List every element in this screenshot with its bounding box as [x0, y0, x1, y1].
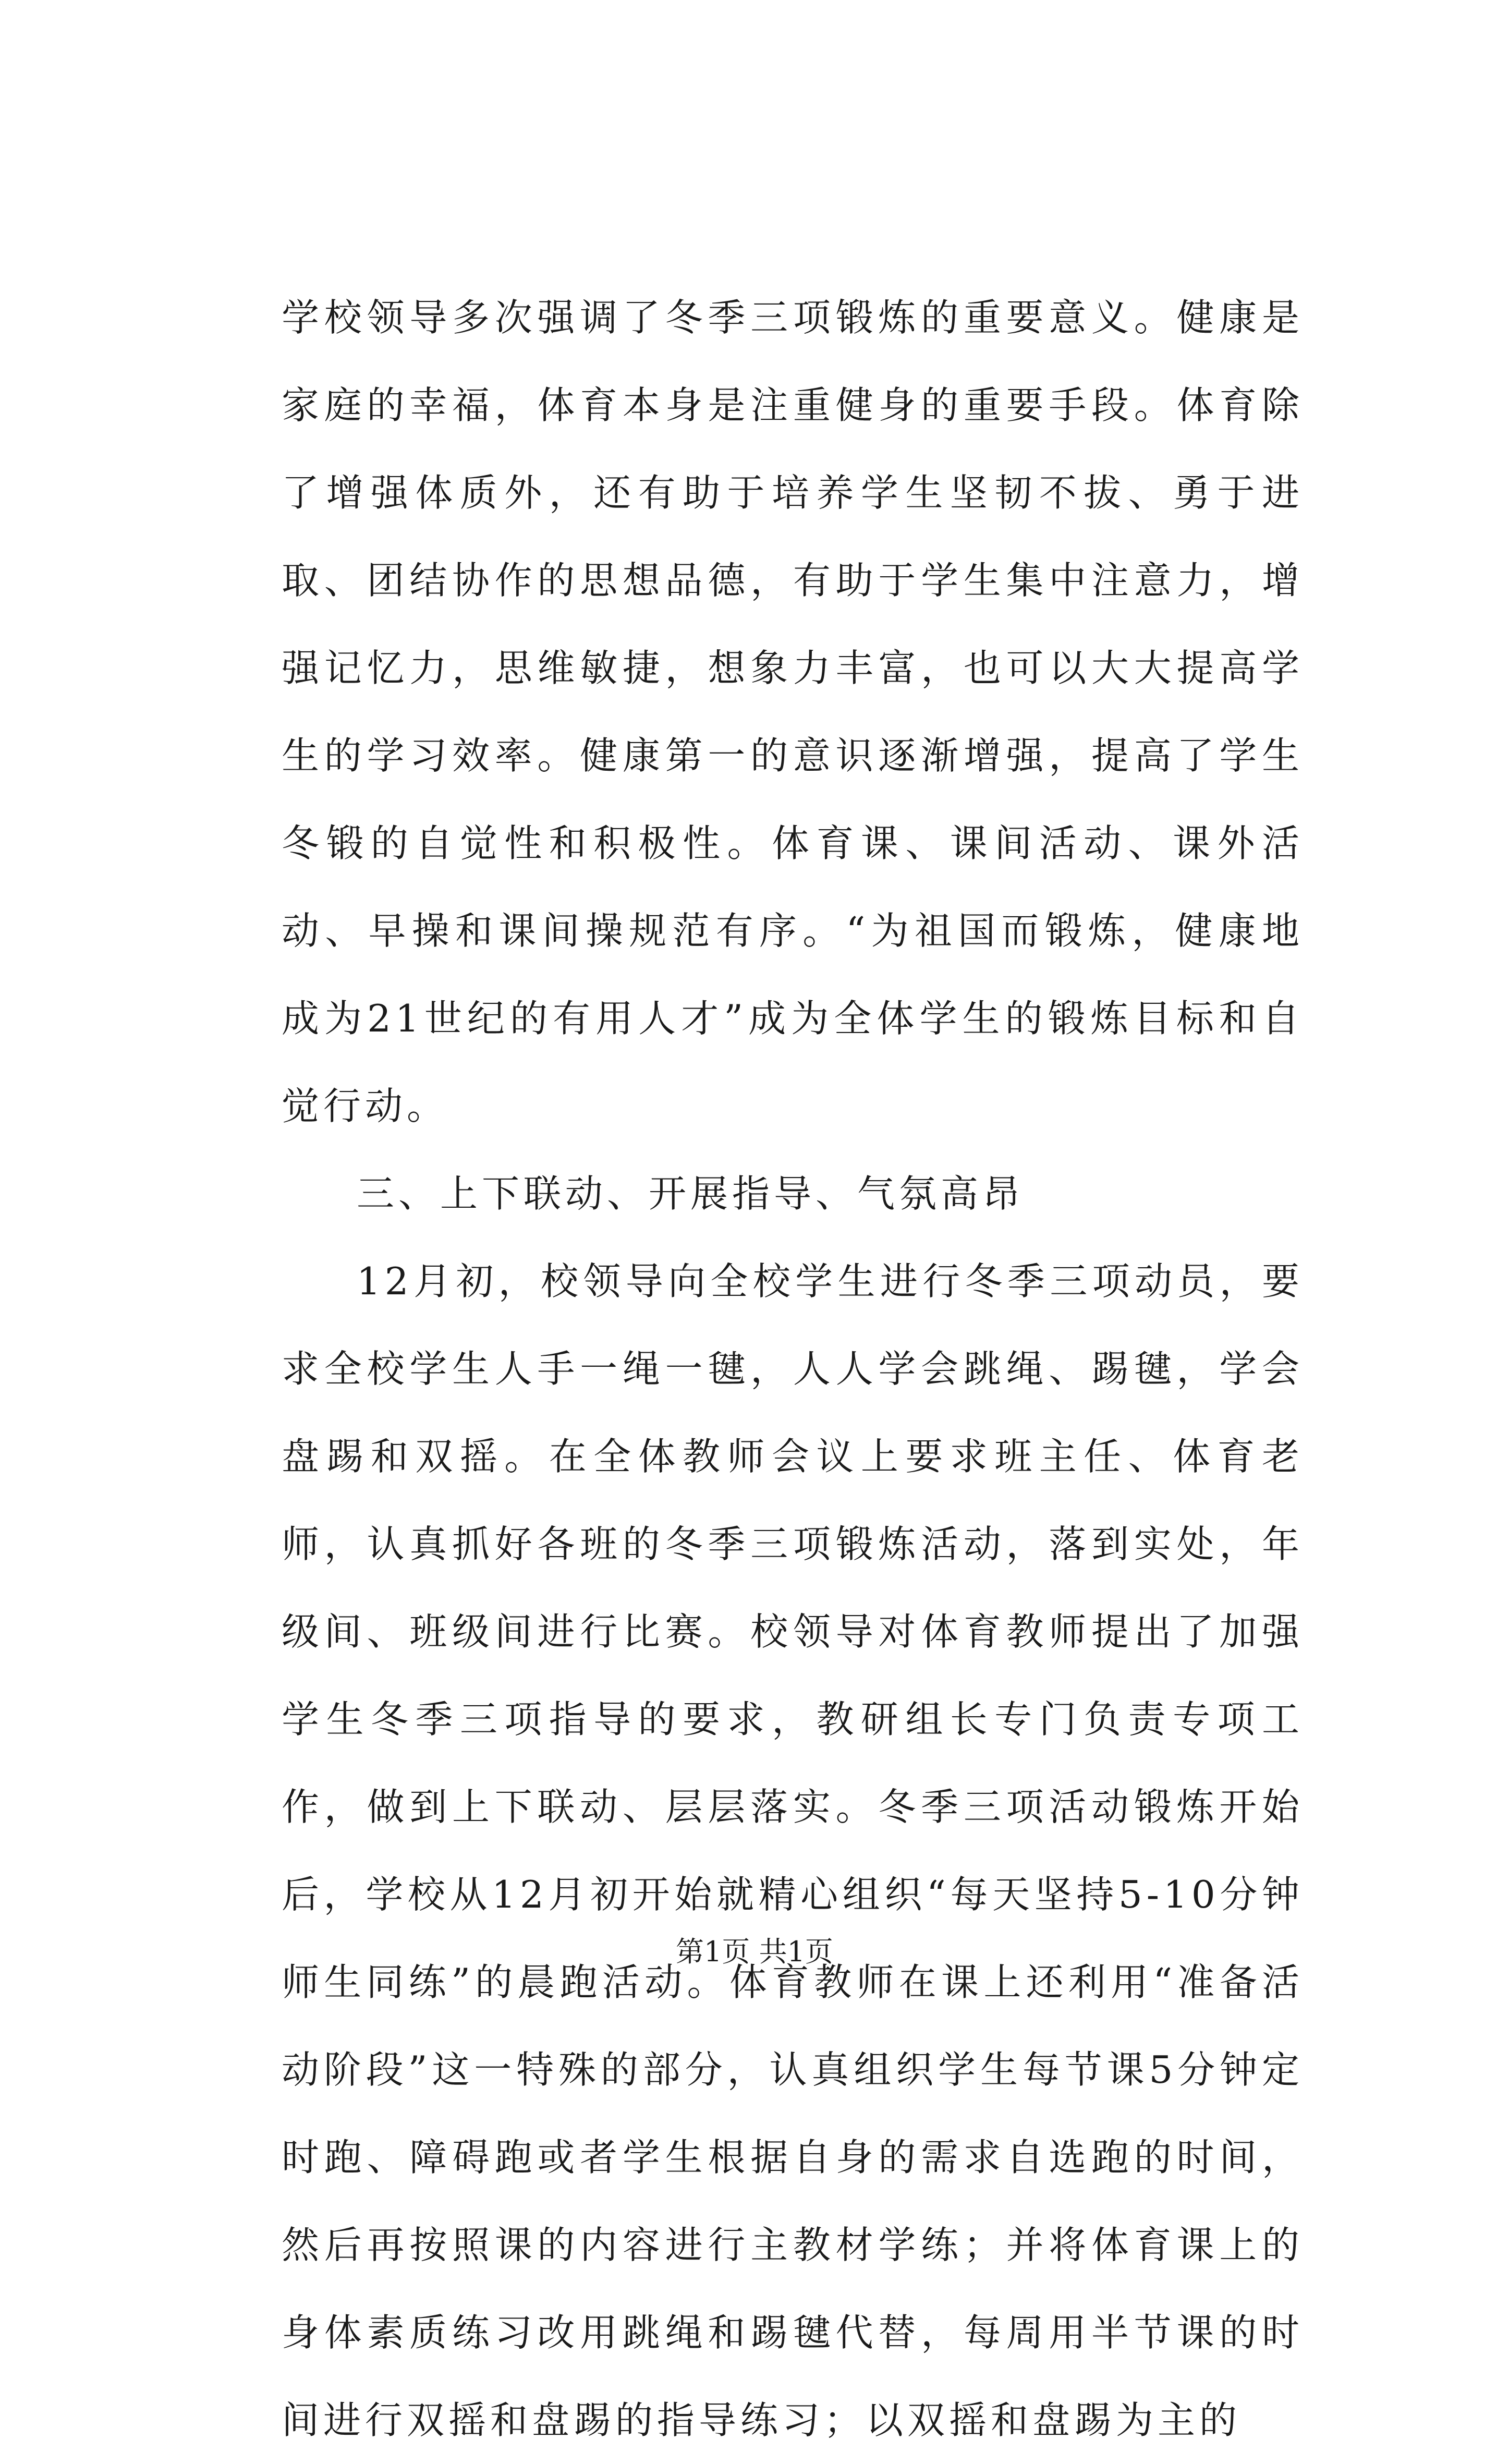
section-heading-3: 三、上下联动、开展指导、气氛高昂	[357, 1172, 1025, 1216]
page-footer: 第1页 共1页	[676, 1935, 833, 1968]
document-body	[282, 274, 1304, 2464]
paragraph-importance: 学校领导多次强调了冬季三项锻炼的重要意义。健康是家庭的幸福，体育本身是注重健身的重要手段。体育除了增强体质外，还有助于培养学生坚韧不拔、勇于进取、团结协作的思想品德，有助于学生集中注意力，增强记忆力，思维敏捷，想象力丰富，也可以大大提高学生的学习效率。健康第一的意识逐渐增强，提高了学生冬锻的自觉性和积极性。体育课、课间活动、课外活动、早操和课间操规范有序。“为祖国而锻炼，健康地成为21世纪的有用人才”成为全体学生的锻炼目标和自觉行动。	[282, 296, 1304, 1128]
paragraph-mobilization: 12月初，校领导向全校学生进行冬季三项动员，要求全校学生人手一绳一毽，人人学会跳绳、踢毽，学会盘踢和双摇。在全体教师会议上要求班主任、体育老师，认真抓好各班的冬季三项锻炼活动，落到实处，年级间、班级间进行比赛。校领导对体育教师提出了加强学生冬季三项指导的要求，教研组长专门负责专项工作，做到上下联动、层层落实。冬季三项活动锻炼开始后，学校从12月初开始就精心组织“每天坚持5-10分钟师生同练”的晨跑活动。体育教师在课上还利用“准备活动阶段”这一特殊的部分，认真组织学生每节课5分钟定时跑、障碍跑或者学生根据自身的需求自选跑的时间，然后再按照课的内容进行主教材学练；并将体育课上的身体素质练习改用跳绳和踢毽代替，每周用半节课的时间进行双摇和盘踢的指导练习；以双摇和盘踢为主的	[282, 1259, 1304, 2442]
